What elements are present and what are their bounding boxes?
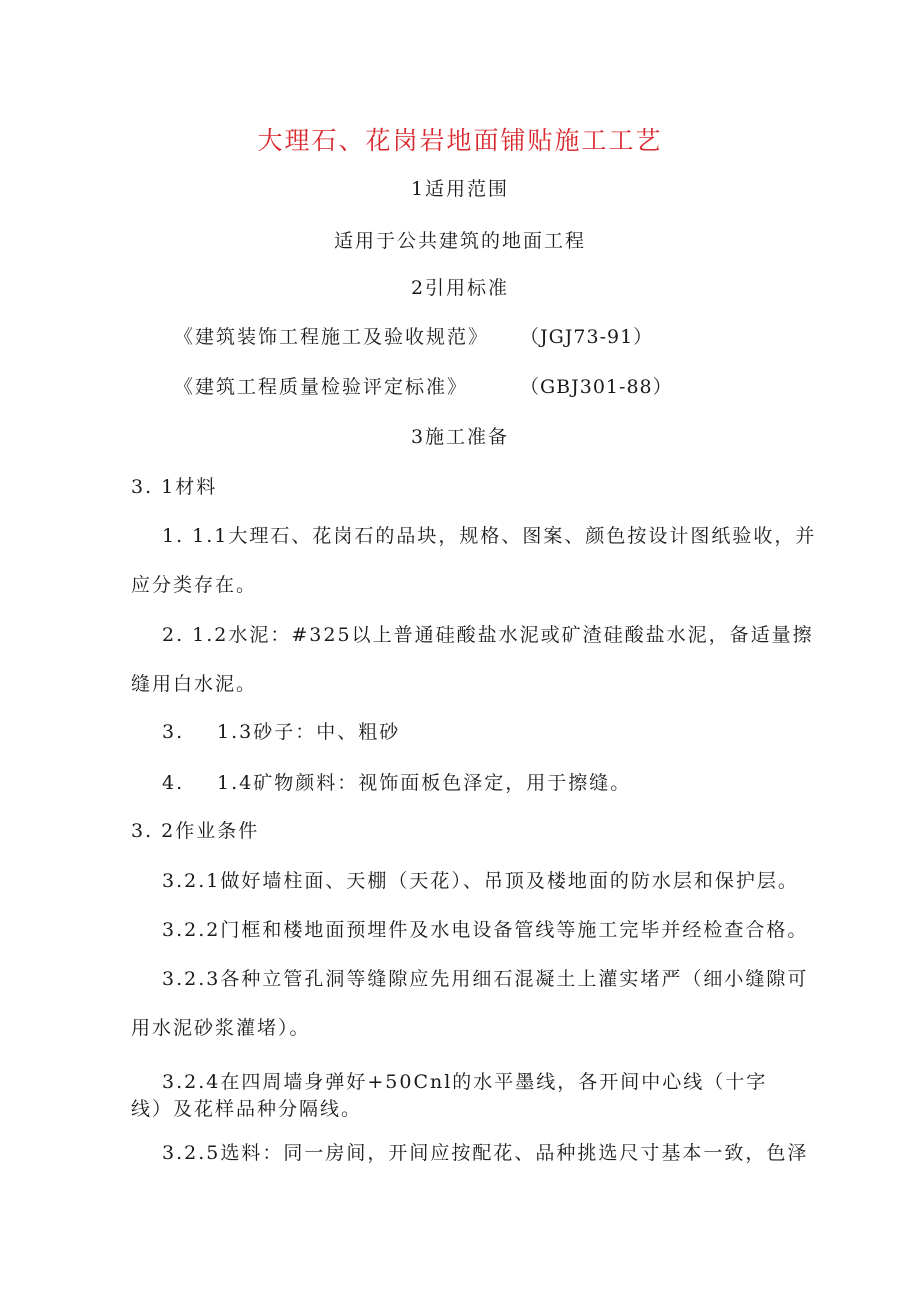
subsection-3-2-heading: 3. 2作业条件 [131,820,260,842]
reference-name-2: 《建筑工程质量检验评定标准》 [174,376,469,398]
paragraph-3-1-1-line-1: 1. 1.1大理石、花岗石的品块，规格、图案、颜色按设计图纸验收，并 [162,525,817,547]
paragraph-3-1-1-line-2: 应分类存在。 [131,574,258,596]
paragraph-3-2-2: 3.2.2门框和楼地面预埋件及水电设备管线等施工完毕并经检查合格。 [162,919,809,941]
paragraph-3-2-1: 3.2.1做好墙柱面、天棚（天花）、吊顶及楼地面的防水层和保护层。 [162,870,799,892]
paragraph-3-1-3-number: 3. [162,721,185,743]
paragraph-3-2-3-line-2: 用水泥砂浆灌堵）。 [131,1017,311,1039]
paragraph-3-1-2-line-2: 缝用白水泥。 [131,673,258,695]
reference-code-1: （JGJ73-91） [520,326,654,348]
paragraph-3-2-5-line-1: 3.2.5选料：同一房间，开间应按配花、品种挑选尺寸基本一致，色泽 [162,1142,809,1164]
section-3-heading: 3施工准备 [410,426,510,448]
section-1-body: 适用于公共建筑的地面工程 [333,230,586,252]
paragraph-3-1-3-text: 1.3砂子：中、粗砂 [217,721,401,743]
subsection-3-1-heading: 3. 1材料 [131,476,218,498]
paragraph-3-1-4-text: 1.4矿物颜料：视饰面板色泽定，用于擦缝。 [217,772,632,794]
document-title: 大理石、花岗岩地面铺贴施工工艺 [257,126,663,155]
section-2-heading: 2引用标准 [410,277,510,299]
reference-code-2: （GBJ301-88） [520,376,673,398]
paragraph-3-2-3-line-1: 3.2.3各种立管孔洞等缝隙应先用细石混凝土上灌实堵严（细小缝隙可 [162,968,809,990]
paragraph-3-1-2-line-1: 2. 1.2水泥：#325以上普通硅酸盐水泥或矿渣硅酸盐水泥，备适量擦 [162,624,814,646]
paragraph-3-2-4-line-1: 3.2.4在四周墙身弹好+50Cnl的水平墨线，各开间中心线（十字 [162,1071,768,1093]
paragraph-3-1-4-number: 4. [162,772,185,794]
section-1-heading: 1适用范围 [410,178,510,200]
reference-name-1: 《建筑装饰工程施工及验收规范》 [174,326,490,348]
paragraph-3-2-4-line-2: 线）及花样品种分隔线。 [131,1098,363,1120]
